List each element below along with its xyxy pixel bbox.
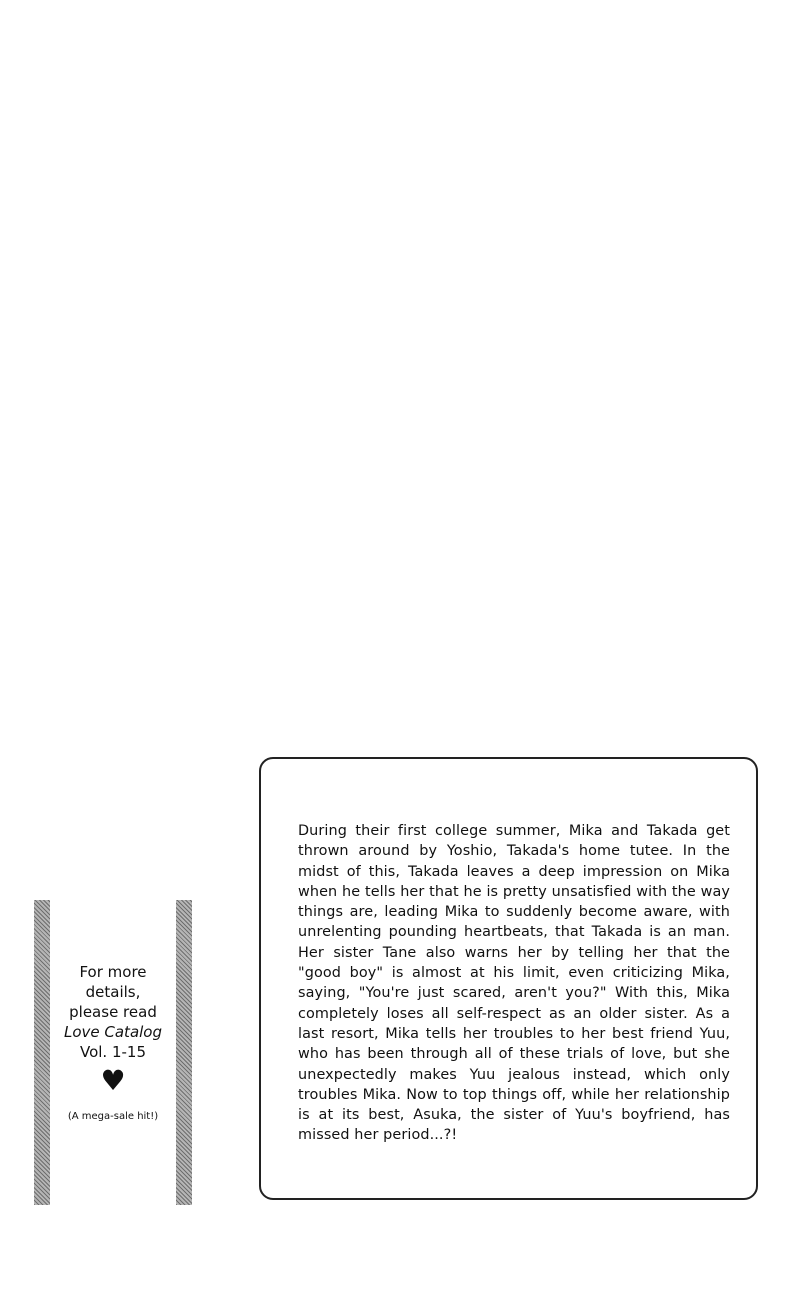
promo-volumes: Vol. 1-15 [79, 1043, 147, 1061]
promo-note: (A mega-sale hit!) [67, 1111, 159, 1122]
promo-panel [34, 900, 192, 1205]
story-summary-box [259, 757, 758, 1200]
promo-line-3: please read [69, 1003, 157, 1021]
promo-text-block [50, 900, 176, 1205]
screentone-bar-left [34, 900, 50, 1205]
promo-line-2: details, [85, 983, 141, 1001]
promo-line-1: For more [79, 963, 147, 981]
promo-series-title: Love Catalog [63, 1023, 162, 1041]
story-summary-text: During their first college summer, Mika and Takada get thrown around by Yoshio, Takada's home tutee. In the midst of this, Takada leaves a deep impression on Mika when he tells her that he is pretty unsatisfied with the way things are, leading Mika to suddenly become aware, with unrelenting pounding heartbeats, that Takada is an man. Her sister Tane also warns her by telling her that the "good boy" is almost at his limit, even criticizing Mika, saying, "You're just scared, aren't you?" With this, Mika completely loses all self-respect as an older sister. As a last resort, Mika tells her troubles to her best friend Yuu, who has been through all of these trials of love, but she unexpectedly makes Yuu jealous instead, which only troubles Mika. Now to top things off, while her relationship is at its best, Asuka, the sister of Yuu's boyfriend, has missed her period...?! [298, 823, 730, 1144]
heart-icon: ♥ [100, 1064, 126, 1097]
screentone-bar-right [176, 900, 192, 1205]
